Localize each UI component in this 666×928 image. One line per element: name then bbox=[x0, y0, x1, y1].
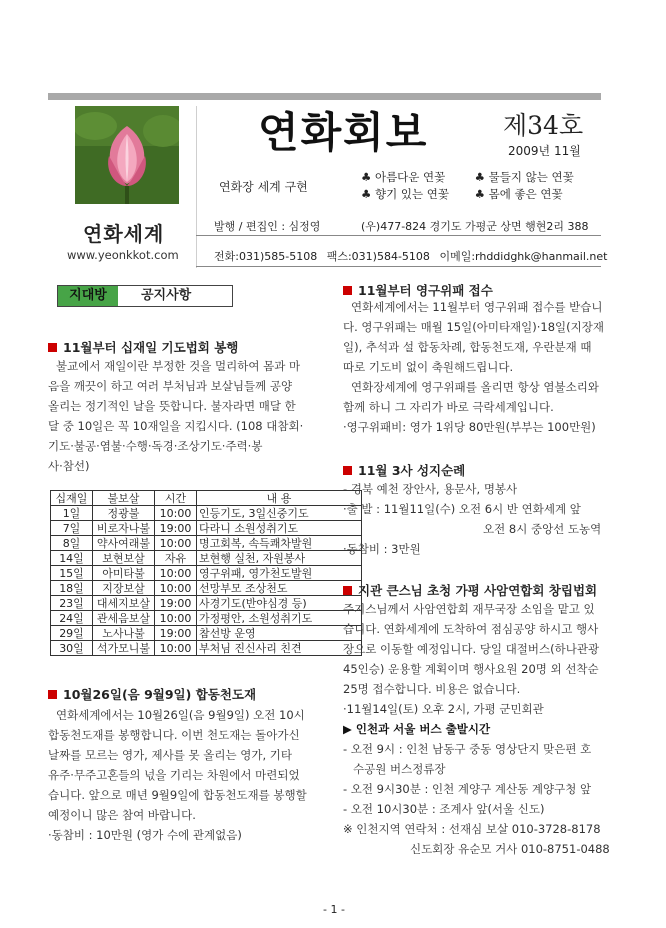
text-line: 올리는 정기적인 날을 뜻합니다. 불자라면 매달 한 bbox=[48, 399, 296, 413]
text-line: 불교에서 재일이란 부정한 것을 멀리하여 몸과 마 bbox=[56, 359, 301, 373]
text-line: 달 중 10일은 꼭 10재일을 지킵시다. (108 대참회· bbox=[48, 419, 304, 433]
table-row: 24일 관세음보살 10:00 가정평안, 소원성취기도 bbox=[51, 611, 362, 626]
motto-item: ♣ 몸에 좋은 연꽃 bbox=[474, 187, 563, 201]
column-header: 불보살 bbox=[93, 491, 155, 506]
text-line: 연화세계에서는 10월26일(음 9월9일) 오전 10시 bbox=[56, 708, 305, 722]
tag-label: 공지사항 bbox=[141, 288, 192, 303]
table-row: 23일 대세지보살 19:00 사경기도(반야심경 등) bbox=[51, 596, 362, 611]
motto-list bbox=[361, 169, 574, 203]
contact-info bbox=[214, 248, 613, 264]
red-square-icon bbox=[343, 586, 352, 595]
section-body bbox=[343, 297, 618, 437]
text-line: 장으로 이동할 예정입니다. 당일 대절버스(하나관광 bbox=[343, 642, 600, 656]
motto-row bbox=[361, 169, 574, 186]
text-line: 사·참선) bbox=[48, 459, 90, 473]
text-line: 신도회장 유순모 거사 010-8751-0488 bbox=[410, 842, 610, 856]
email[interactable]: 이메일:rhddidghk@hanmail.net bbox=[439, 250, 608, 263]
table-row: 30일 석가모니불 10:00 부처님 진신사리 친견 bbox=[51, 641, 362, 656]
table-row: 7일 비로자나불 19:00 다라니 소원성취기도 bbox=[51, 521, 362, 536]
column-header: 십재일 bbox=[51, 491, 93, 506]
table-row: 8일 약사여래불 10:00 명고회복, 속득쾌차발원 bbox=[51, 536, 362, 551]
text-line: ·출 발 : 11월11일(수) 오전 6시 반 연화세계 앞 bbox=[343, 502, 581, 516]
column-header: 내 용 bbox=[197, 491, 362, 506]
text-line: 습니다. 연화세계에 도착하여 점심공양 하시고 행사 bbox=[343, 622, 599, 636]
text-line: 음을 깨끗이 하고 여러 부처님과 보살님들께 공양 bbox=[48, 379, 293, 393]
text-line: 연화장세계에 영구위패를 올리면 항상 염불소리와 bbox=[351, 380, 599, 394]
text-line: 연화세계에서는 11월부터 영구위패 접수를 받습니 bbox=[351, 300, 603, 314]
red-square-icon bbox=[343, 286, 352, 295]
red-square-icon bbox=[48, 343, 57, 352]
red-square-icon bbox=[343, 466, 352, 475]
table-row: 1일 정광불 10:00 인등기도, 3일신중기도 bbox=[51, 506, 362, 521]
text-line: ·동참비 : 3만원 bbox=[343, 542, 421, 556]
red-square-icon bbox=[48, 690, 57, 699]
page-number: - 1 - bbox=[323, 903, 345, 916]
text-line: 기도·불공·염불·수행·독경·조상기도·주력·봉 bbox=[48, 439, 263, 453]
text-line: 주지스님께서 사암연합회 재무국장 소임을 맡고 있 bbox=[343, 602, 595, 616]
section-heading: 지관 큰스님 초청 가평 사암연합회 창립법회 bbox=[343, 581, 597, 599]
table-row: 29일 노사나불 19:00 참선방 운영 bbox=[51, 626, 362, 641]
table-row: 14일 보현보살 자유 보현행 실천, 자원봉사 bbox=[51, 551, 362, 566]
slogan: 연화장 세계 구현 bbox=[219, 180, 308, 194]
text-line: 오전 8시 중앙선 도농역 bbox=[483, 522, 602, 536]
text-line: 수공원 버스정류장 bbox=[353, 762, 446, 776]
section-heading: 11월부터 십재일 기도법회 봉행 bbox=[48, 338, 238, 356]
table-row: 18일 지장보살 10:00 선망부모 조상천도 bbox=[51, 581, 362, 596]
motto-item: ♣ 아름다운 연꽃 bbox=[361, 170, 446, 184]
publisher: 발행 / 편집인 : 심정영 bbox=[214, 220, 321, 233]
motto-item: ♣ 물들지 않는 연꽃 bbox=[474, 170, 574, 184]
address: (우)477-824 경기도 가평군 상면 행현2리 388 bbox=[361, 220, 589, 233]
text-line: 습니다. 앞으로 매년 9월9일에 합동천도재를 봉행할 bbox=[48, 788, 307, 802]
section-heading: 11월 3사 성지순례 bbox=[343, 461, 465, 479]
text-line: 다. 영구위패는 매월 15일(아미타재일)·18일(지장재 bbox=[343, 320, 604, 334]
section-heading: 10월26일(음 9월9일) 합동천도재 bbox=[48, 685, 256, 703]
header-divider bbox=[196, 106, 197, 268]
schedule-table bbox=[50, 490, 362, 656]
section-body bbox=[343, 479, 618, 559]
phone: 전화:031)585-5108 bbox=[214, 250, 318, 263]
text-line: - 경북 예천 장안사, 용문사, 명봉사 bbox=[343, 482, 518, 496]
newsletter-title: 연화회보 bbox=[258, 108, 429, 157]
section-body bbox=[48, 705, 333, 845]
text-line: 날짜를 모르는 영가, 제사를 못 올리는 영가, 기타 bbox=[48, 748, 292, 762]
bus-subheading: ▶ 인천과 서울 버스 출발시간 bbox=[343, 722, 491, 736]
issue-date: 2009년 11월 bbox=[508, 144, 581, 158]
organization-name: 연화세계 bbox=[83, 222, 165, 246]
text-line: 45인승) 운용할 계획이며 행사요원 20명 외 선착순 bbox=[343, 662, 599, 676]
text-line: 예정이니 많은 참여 바랍니다. bbox=[48, 808, 196, 822]
text-line: 유주·무주고혼들의 넋을 기리는 차원에서 마련되었 bbox=[48, 768, 300, 782]
website-link[interactable]: www.yeonkkot.com bbox=[67, 248, 179, 262]
top-rule bbox=[48, 93, 601, 100]
table-header-row bbox=[51, 491, 362, 506]
table-row: 15일 아미타불 10:00 영구위패, 영가천도발원 bbox=[51, 566, 362, 581]
section-body bbox=[48, 356, 333, 476]
text-line: 합동천도재를 봉행합니다. 이번 천도재는 돌아가신 bbox=[48, 728, 300, 742]
header-rule bbox=[196, 266, 601, 267]
header-rule bbox=[196, 235, 601, 236]
text-line: 함께 하니 그 자리가 바로 극락세계입니다. bbox=[343, 400, 554, 414]
text-line: ※ 인천지역 연락처 : 선재심 보살 010-3728-8178 bbox=[343, 822, 601, 836]
tag-category: 지대방 bbox=[58, 286, 118, 306]
fax: 팩스:031)584-5108 bbox=[326, 250, 430, 263]
section-body bbox=[343, 599, 618, 859]
lotus-flower-image bbox=[75, 106, 179, 204]
motto-row bbox=[361, 186, 574, 203]
motto-item: ♣ 향기 있는 연꽃 bbox=[361, 187, 449, 201]
text-line: - 오전 10시30분 : 조계사 앞(서울 신도) bbox=[343, 802, 545, 816]
text-line: 25명 접수합니다. 비용은 없습니다. bbox=[343, 682, 521, 696]
text-line: ·동참비 : 10만원 (영가 수에 관계없음) bbox=[48, 828, 242, 842]
text-line: - 오전 9시30분 : 인천 계양구 계산동 계양구청 앞 bbox=[343, 782, 592, 796]
text-line: ·11월14일(토) 오후 2시, 가평 군민회관 bbox=[343, 702, 544, 716]
text-line: 따로 기도비 없이 축원해드립니다. bbox=[343, 360, 514, 374]
text-line: 일), 추석과 설 합동차례, 합동천도재, 우란분재 때 bbox=[343, 340, 592, 354]
section-tag bbox=[57, 285, 233, 307]
text-line: - 오전 9시 : 인천 남동구 중동 영상단지 맞은편 호 bbox=[343, 742, 592, 756]
section-heading: 11월부터 영구위패 접수 bbox=[343, 281, 493, 299]
text-line: ·영구위패비: 영가 1위당 80만원(부부는 100만원) bbox=[343, 420, 596, 434]
column-header: 시간 bbox=[155, 491, 197, 506]
issue-number: 제34호 bbox=[503, 111, 584, 140]
